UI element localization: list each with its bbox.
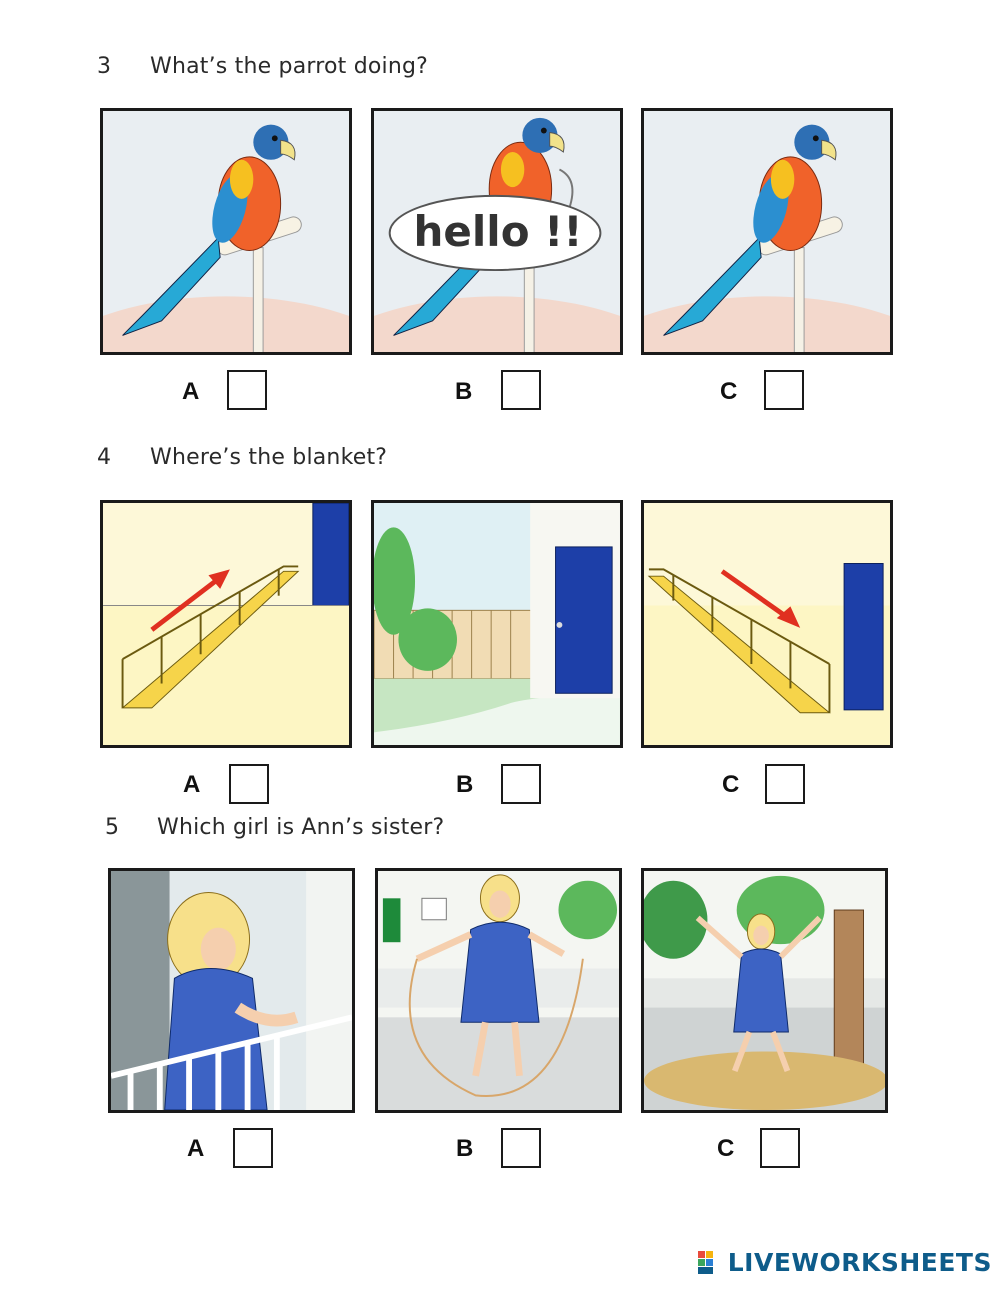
outside-door-illustration (374, 503, 620, 745)
question-5-text: Which girl is Ann’s sister? (157, 815, 445, 840)
q5-option-c-image (641, 868, 888, 1113)
q5-option-b-image (375, 868, 622, 1113)
girl-skipping-rope-illustration (378, 871, 619, 1110)
question-3-text: What’s the parrot doing? (150, 54, 429, 79)
q5-option-b-checkbox[interactable] (501, 1128, 541, 1168)
q5-option-a-checkbox[interactable] (233, 1128, 273, 1168)
q3-option-a-label: A (182, 378, 200, 405)
q3-option-c-label: C (720, 378, 738, 405)
girl-at-railing-illustration (111, 871, 352, 1110)
q5-option-b-label: B (456, 1135, 474, 1162)
q3-option-a-image (100, 108, 352, 355)
parrot-on-perch-illustration (103, 111, 349, 352)
liveworksheets-brand-text: LIVEWORKSHEETS (727, 1248, 992, 1277)
q4-option-b-image (371, 500, 623, 748)
q4-option-a-label: A (183, 771, 201, 798)
q3-option-b-image (371, 108, 623, 355)
q3-option-a-checkbox[interactable] (227, 370, 267, 410)
stairs-up-illustration (103, 503, 349, 745)
q3-option-c-checkbox[interactable] (764, 370, 804, 410)
q5-option-a-image (108, 868, 355, 1113)
liveworksheets-logo-icon (698, 1251, 722, 1275)
speech-bubble-text: hello !! (413, 207, 583, 256)
question-5-number: 5 (105, 815, 120, 840)
q3-option-c-image (641, 108, 893, 355)
liveworksheets-logo (698, 1248, 992, 1277)
stairs-down-illustration (644, 503, 890, 745)
q4-option-c-image (641, 500, 893, 748)
question-4-text: Where’s the blanket? (150, 445, 388, 470)
parrot-on-perch-illustration (644, 111, 890, 352)
q5-option-a-label: A (187, 1135, 205, 1162)
q3-option-b-label: B (455, 378, 473, 405)
q4-option-c-label: C (722, 771, 740, 798)
q5-option-c-checkbox[interactable] (760, 1128, 800, 1168)
question-3-number: 3 (97, 54, 112, 79)
q4-option-c-checkbox[interactable] (765, 764, 805, 804)
q4-option-b-label: B (456, 771, 474, 798)
question-4-number: 4 (97, 445, 112, 470)
q5-option-c-label: C (717, 1135, 735, 1162)
girl-in-leaves-illustration (644, 871, 885, 1110)
q4-option-a-checkbox[interactable] (229, 764, 269, 804)
q4-option-a-image (100, 500, 352, 748)
q3-option-b-checkbox[interactable] (501, 370, 541, 410)
q4-option-b-checkbox[interactable] (501, 764, 541, 804)
